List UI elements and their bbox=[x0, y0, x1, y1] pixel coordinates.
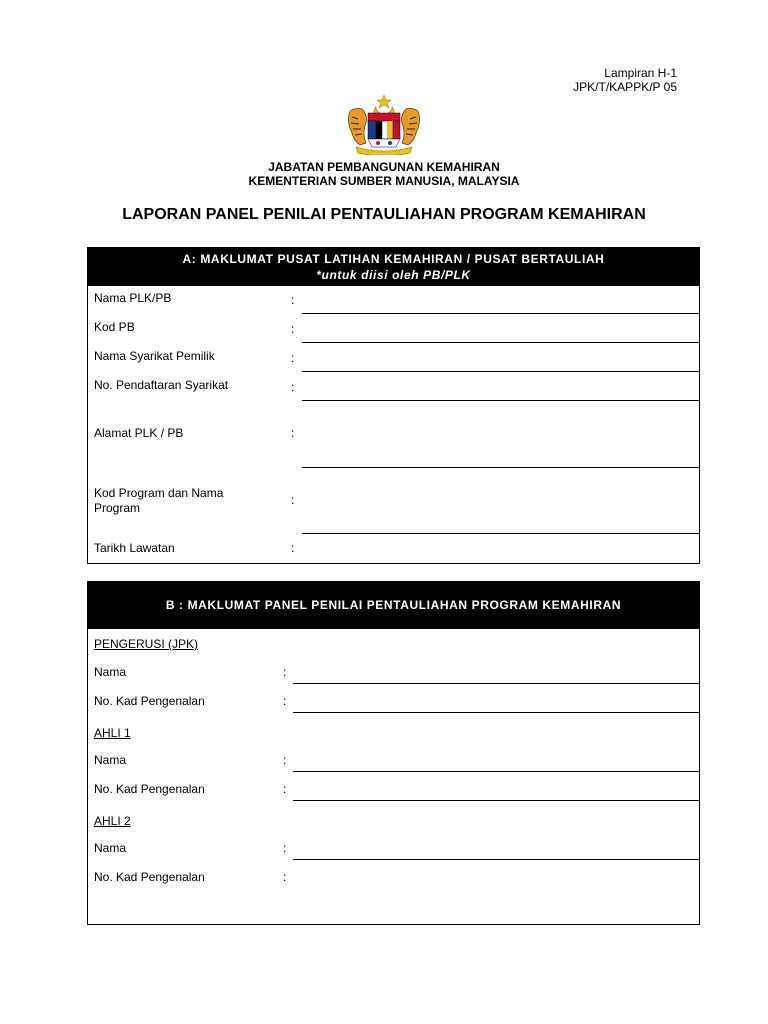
field-label: Nama PLK/PB bbox=[94, 291, 172, 305]
field-input-line[interactable] bbox=[302, 533, 699, 534]
field-ahli-2-nama bbox=[88, 832, 699, 861]
field-input-line[interactable] bbox=[302, 400, 699, 401]
field-label: Nama bbox=[94, 665, 127, 679]
field-pengerusi-ic bbox=[88, 685, 699, 714]
department-name: JABATAN PEMBANGUNAN KEMAHIRAN bbox=[268, 160, 500, 174]
field-nama-syarikat bbox=[88, 344, 699, 373]
field-input-line[interactable] bbox=[293, 800, 699, 801]
field-colon: : bbox=[283, 694, 287, 708]
group-title: AHLI 1 bbox=[94, 726, 131, 740]
field-label: Nama Syarikat Pemilik bbox=[94, 349, 215, 363]
field-label: No. Pendaftaran Syarikat bbox=[94, 378, 229, 392]
field-input-line[interactable] bbox=[302, 467, 699, 468]
coat-of-arms-logo bbox=[344, 93, 424, 155]
field-nama-plk-pb bbox=[88, 286, 699, 315]
field-input-line[interactable] bbox=[302, 313, 699, 314]
section-b-header: B : MAKLUMAT PANEL PENILAI PENTAULIAHAN PROGRAM KEMAHIRAN bbox=[88, 582, 699, 629]
field-input-line[interactable] bbox=[293, 683, 699, 684]
field-label: Nama bbox=[94, 753, 127, 767]
field-label: No. Kad Pengenalan bbox=[94, 694, 205, 708]
field-label: Alamat PLK / PB bbox=[94, 426, 184, 440]
section-a-header bbox=[88, 248, 699, 286]
field-colon: : bbox=[291, 293, 295, 307]
field-kod-pb bbox=[88, 315, 699, 344]
field-colon: : bbox=[283, 753, 287, 767]
field-colon: : bbox=[291, 426, 295, 440]
field-label: Tarikh Lawatan bbox=[94, 541, 175, 555]
field-label: No. Kad Pengenalan bbox=[94, 870, 205, 884]
group-pengerusi-title bbox=[88, 629, 699, 655]
field-colon: : bbox=[283, 665, 287, 679]
document-reference bbox=[573, 66, 677, 94]
ministry-name: KEMENTERIAN SUMBER MANUSIA, MALAYSIA bbox=[248, 174, 520, 188]
field-colon: : bbox=[291, 322, 295, 336]
group-title: AHLI 2 bbox=[94, 814, 131, 828]
field-ahli-1-nama bbox=[88, 744, 699, 773]
section-a bbox=[87, 247, 700, 564]
field-colon: : bbox=[291, 380, 295, 394]
group-ahli-2-title bbox=[88, 802, 699, 832]
field-label: Nama bbox=[94, 841, 127, 855]
field-label: Kod PB bbox=[94, 320, 135, 334]
field-no-pendaftaran bbox=[88, 373, 699, 402]
field-kod-program bbox=[88, 469, 699, 535]
field-colon: : bbox=[283, 870, 287, 884]
document-title: LAPORAN PANEL PENILAI PENTAULIAHAN PROGRAM KEMAHIRAN bbox=[122, 206, 646, 223]
field-label: Kod Program dan Nama Program bbox=[94, 486, 224, 515]
group-ahli-1-title bbox=[88, 714, 699, 744]
section-a-heading: A: MAKLUMAT PUSAT LATIHAN KEMAHIRAN / PUSAT BERTAULIAH bbox=[182, 252, 605, 266]
field-input-line[interactable] bbox=[302, 342, 699, 343]
field-pengerusi-nama bbox=[88, 655, 699, 685]
section-b bbox=[87, 581, 700, 925]
field-colon: : bbox=[283, 841, 287, 855]
organization-name bbox=[0, 160, 768, 188]
field-label: No. Kad Pengenalan bbox=[94, 782, 205, 796]
field-alamat bbox=[88, 402, 699, 469]
field-colon: : bbox=[291, 541, 295, 555]
section-a-subheading: *untuk diisi oleh PB/PLK bbox=[316, 268, 471, 282]
field-ahli-2-ic bbox=[88, 861, 699, 890]
field-input-line[interactable] bbox=[293, 859, 699, 860]
field-colon: : bbox=[291, 351, 295, 365]
field-tarikh-lawatan bbox=[88, 535, 699, 563]
field-input-line[interactable] bbox=[302, 371, 699, 372]
field-input-line[interactable] bbox=[293, 712, 699, 713]
group-title: PENGERUSI (JPK) bbox=[94, 637, 199, 651]
reference-annex: Lampiran H-1 bbox=[604, 66, 677, 80]
field-colon: : bbox=[283, 782, 287, 796]
reference-code: JPK/T/KAPPK/P 05 bbox=[573, 80, 677, 94]
field-colon: : bbox=[291, 493, 295, 507]
field-ahli-1-ic bbox=[88, 773, 699, 802]
field-input-line[interactable] bbox=[293, 771, 699, 772]
